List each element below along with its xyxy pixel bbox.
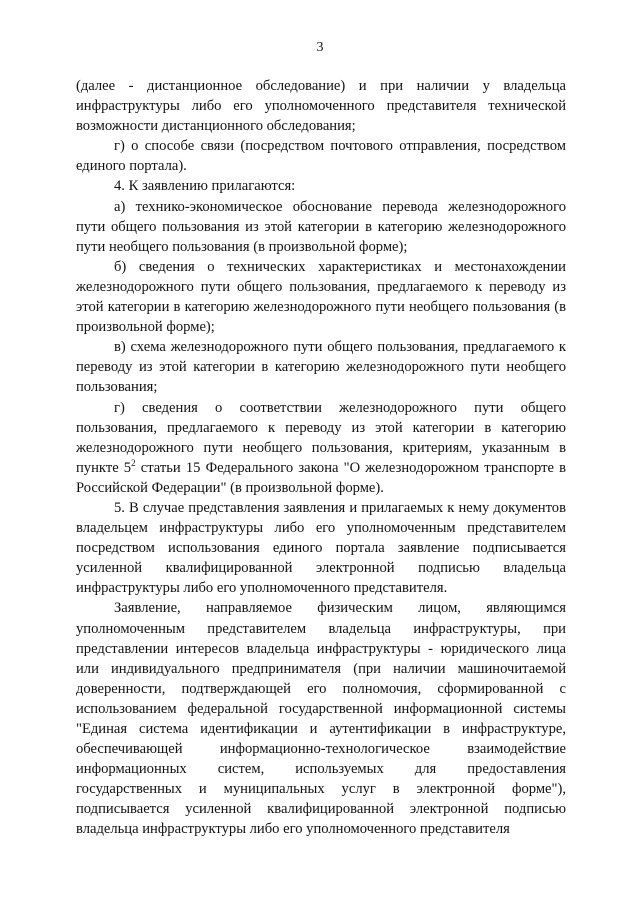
paragraph-attachments-heading: 4. К заявлению прилагаются: <box>114 178 296 195</box>
document-body <box>76 76 566 840</box>
superscript-mark: 2 <box>131 457 136 468</box>
paragraph-representative: Заявление, направляемое физическим лицом, являющимся уполномоченным представителем владельца инфраструктуры, при представлении интересов владельца инфраструктуры - юридического лица или индивидуального предпринимателя (при наличии машиночитаемой доверенности, подтверждающей его полномочия, сформированной с использованием федеральной государственной информационной системы "Единая система идентификации и аутентификации в инфраструктуре, обеспечивающей информационно-технологическое взаимодействие информационных систем, используемых для предоставления государственных и муниципальных услуг в электронной форме"), подписывается усиленной квалифицированной электронной подписью владельца инфраструктуры либо его уполномоченного представителя <box>76 600 566 838</box>
paragraph-item-v: в) схема железнодорожного пути общего пользования, предлагаемого к переводу из этой категории в категорию железнодорожного пути необщего пользования; <box>76 339 566 396</box>
paragraph-item-a: а) технико-экономическое обоснование перевода железнодорожного пути общего пользования из этой категории в категорию железнодорожного пути необщего пользования (в произвольной форме); <box>76 198 566 255</box>
paragraph-item-g <box>76 398 566 498</box>
paragraph-communication-method: г) о способе связи (посредством почтового отправления, посредством единого портала). <box>76 138 566 175</box>
paragraph-section-5: 5. В случае представления заявления и прилагаемых к нему документов владельцем инфраструктуры либо его уполномоченным представителем посредством использования единого портала заявление подписывается усиленной квалифицированной электронной подписью владельца инфраструктуры либо его уполномоченного представителя. <box>76 499 566 597</box>
paragraph-remote-inspection: (далее - дистанционное обследование) и при наличии у владельца инфраструктуры либо его уполномоченного представителя технической возможности дистанционного обследования; <box>76 78 566 135</box>
paragraph-item-b: б) сведения о технических характеристиках и местонахождении железнодорожного пути общего пользования, предлагаемого к переводу из этой категории в категорию железнодорожного пути необщего пользования (в произвольной форме); <box>76 258 566 336</box>
item-g-text-continued: статьи 15 Федерального закона "О железнодорожном транспорте в Российской Федерации" (в произвольной форме). <box>76 459 566 496</box>
page-number: 3 <box>316 40 324 55</box>
item-g-text: г) сведения о соответствии железнодорожного пути общего пользования, предлагаемого к переводу из этой категории в категорию железнодорожного пути необщего пользования, критериям, указанным в пункте 5 <box>76 399 566 476</box>
